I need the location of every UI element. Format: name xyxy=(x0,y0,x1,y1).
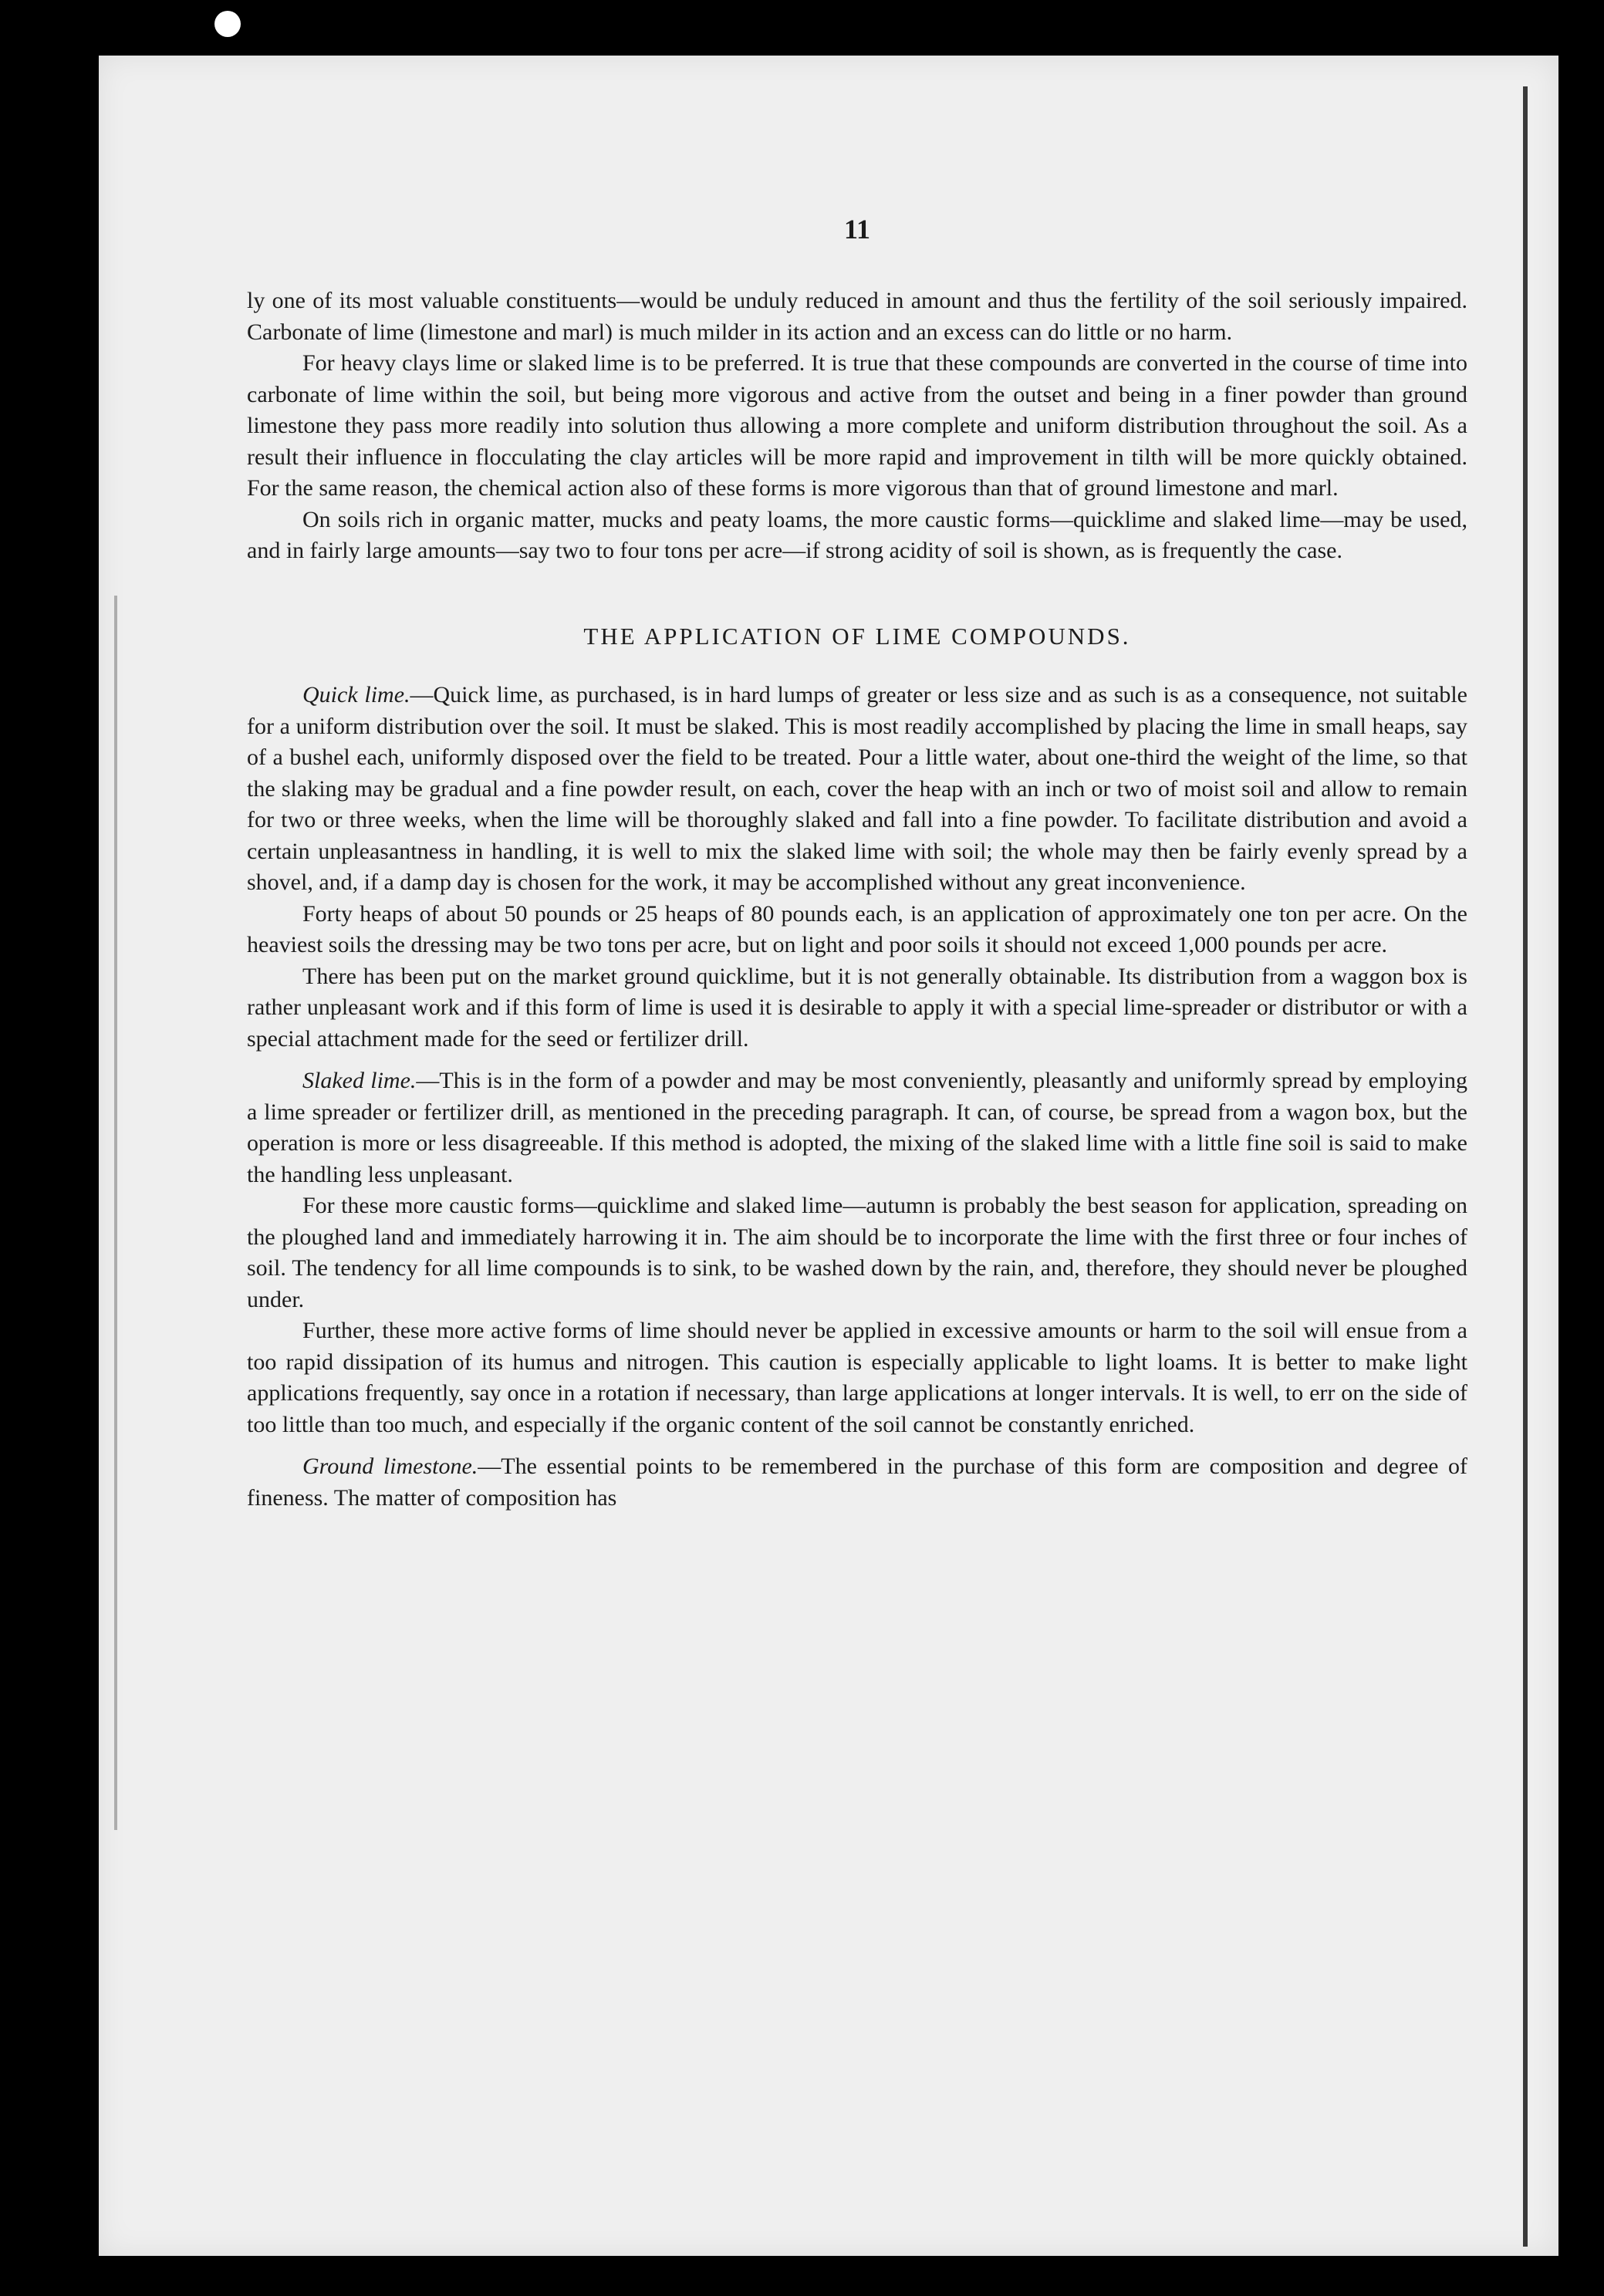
paragraph-quick-lime xyxy=(247,680,1467,899)
ground-limestone-label: Ground limestone. xyxy=(302,1454,478,1479)
paragraph-continued: ly one of its most valuable constituents—would be unduly reduced in amount and thus the fertility of the soil seriously impaired. Carbonate of lime (limestone and marl) is much milder in its action and an excess can do little or no harm. xyxy=(247,288,1467,345)
quick-lime-text: —Quick lime, as purchased, is in hard lumps of greater or less size and as such is as a consequence, not suitable for a uniform distribution over the soil. It must be slaked. This is most readily accomplished by placing the lime in small heaps, say of a bushel each, uniformly disposed over the field to be treated. Pour a little water, about one-third the weight of the lime, so that the slaking may be gradual and a fine powder result, on each, cover the heap with an inch or two of moist soil and allow to remain for two or three weeks, when the lime will be thoroughly slaked and fall into a fine powder. To facilitate distribution and avoid a certain unpleasantness in handling, it is well to mix the slaked lime with soil; the whole may then be fairly evenly spread by a shovel, and, if a damp day is chosen for the work, it may be accomplished without any great inconvenience. xyxy=(247,682,1468,895)
paragraph-organic-soils: On soils rich in organic matter, mucks and peaty loams, the more caustic forms—quicklime and slaked lime—may be used, and in fairly large amounts—say two to four tons per acre—if strong acidity of soil is shown, as is frequently the case. xyxy=(247,506,1467,563)
quick-lime-label: Quick lime. xyxy=(302,682,410,707)
paragraph-caustic-forms: For these more caustic forms—quicklime and slaked lime—autumn is probably the best season for application, spreading on the ploughed land and immediately harrowing it in. The aim should be to incorporate the lime with the first three or four inches of soil. The tendency for all lime compounds is to sink, to be washed down by the rain, and, therefore, they should never be ploughed under. xyxy=(247,1193,1467,1312)
paragraph-ground-limestone xyxy=(247,1451,1467,1514)
page-number: 11 xyxy=(843,214,870,245)
page-edge-shadow xyxy=(1523,86,1528,2247)
ground-limestone-text: —The essential points to be remembered in the purchase of this form are composition and degree of fineness. The matter of composition has xyxy=(247,1454,1467,1511)
page-fold-shadow xyxy=(114,596,117,1830)
paragraph-further: Further, these more active forms of lime should never be applied in excessive amounts or harm to the soil will ensue from a too rapid dissipation of its humus and nitrogen. This caution is especially applicable to light loams. It is better to make light applications frequently, say once in a rotation if necessary, than large applications at longer intervals. It is well, to err on the side of too little than too much, and especially if the organic content of the soil cannot be constantly enriched. xyxy=(247,1318,1467,1437)
slaked-lime-text: —This is in the form of a powder and may be most conveniently, pleasantly and uniformly spread by employing a lime spreader or fertilizer drill, as mentioned in the preceding paragraph. It can, of course, be spread from a wagon box, but the operation is more or less disagreeable. If this method is adopted, the mixing of the slaked lime with a little fine soil is said to make the handling less unpleasant. xyxy=(247,1068,1468,1187)
page-body xyxy=(247,210,1467,1514)
paragraph-forty-heaps: Forty heaps of about 50 pounds or 25 heaps of 80 pounds each, is an application of approximately one ton per acre. On the heaviest soils the dressing may be two tons per acre, but on light and poor soils it should not exceed 1,000 pounds per acre. xyxy=(247,900,1467,957)
slaked-lime-label: Slaked lime. xyxy=(302,1068,417,1093)
scan-speck xyxy=(214,11,241,37)
section-heading: THE APPLICATION OF LIME COMPOUNDS. xyxy=(583,622,1131,650)
paragraph-slaked-lime xyxy=(247,1065,1467,1190)
paragraph-heavy-clays: For heavy clays lime or slaked lime is to be preferred. It is true that these compounds are converted in the course of time into carbonate of lime within the soil, but being more vigorous and active from the outset and being in a finer powder than ground limestone they pass more readily into solution thus allowing a more complete and uniform distribution throughout the soil. As a result their influence in flocculating the clay articles will be more rapid and improvement in tilth will be more quickly obtained. For the same reason, the chemical action also of these forms is more vigorous than that of ground limestone and marl. xyxy=(247,350,1467,501)
paragraph-ground-quicklime: There has been put on the market ground quicklime, but it is not generally obtainable. Its distribution from a waggon box is rather unpleasant work and if this form of lime is used it is desirable to apply it with a special lime-spreader or distributor or with a special attachment made for the seed or fertilizer drill. xyxy=(247,963,1467,1052)
scanned-page xyxy=(99,56,1558,2256)
